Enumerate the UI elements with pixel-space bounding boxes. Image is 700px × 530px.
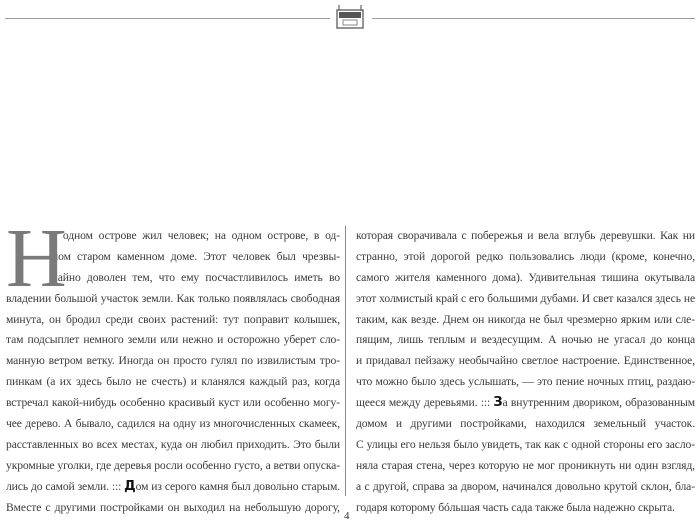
header-rule-left xyxy=(5,18,330,19)
text-fragment: ом из серого камня был довольно старым. xyxy=(135,479,341,493)
text-line: ном старом каменном доме. Этот человек был чрезвы- xyxy=(52,249,340,263)
text-line: домом и другими постройками, находился земельный участок. xyxy=(356,417,695,431)
text-line: чее дерево. А бывало, садился на одну из многочисленных скамеек, xyxy=(6,417,340,431)
text-line: и придавал пейзажу необычайно светлое настроение. Единственное, xyxy=(356,354,695,368)
text-line: расставленных во всех местах, куда он любил приходить. Это были xyxy=(6,437,340,451)
text-line xyxy=(6,477,340,498)
text-fragment: лись до самой земли. ::: xyxy=(6,479,125,493)
text-line: С улицы его нельзя было увидеть, так как с одной стороны его засло- xyxy=(356,437,695,451)
text-line: которая сворачивала с побережья и вела вглубь деревушки. Как ни xyxy=(356,229,695,242)
text-line: минута, он бродил среди своих растений: тут поправит колышек, xyxy=(6,312,340,326)
context-marker-cap: З xyxy=(493,395,503,411)
header-rule-right xyxy=(372,18,695,19)
text-line: владении большой участок земли. Как только появлялась свободная xyxy=(6,291,340,305)
left-text-column xyxy=(6,212,341,518)
text-line: укромные уголки, где деревья росли особенно густо, а ветви опуска- xyxy=(6,458,340,472)
text-line: что можно было здесь услышать, — это пение ночных птиц, раздаю- xyxy=(356,375,695,389)
text-fragment: а внутренним двориком, образованным xyxy=(502,396,695,410)
text-line: Вместе с другими постройками он выходил на небольшую дорогу, xyxy=(6,500,340,514)
text-line: годаря которому бóльшая часть сада также была надежно скрыта. xyxy=(356,500,675,514)
text-line: там подсыплет немного земли или нежно и осторожно уберет сло- xyxy=(6,333,340,347)
text-line: таким, как везде. Днем он никогда не был чрезмерно ярким или сле- xyxy=(356,312,695,326)
right-text-column xyxy=(356,226,695,518)
text-line: странно, этой дорогой редко пользовались люди (кроме, конечно, xyxy=(356,249,695,263)
text-line: а одном острове жил человек; на одном острове, в од- xyxy=(52,229,340,242)
text-line: а с другой, справа за двором, начинался довольно крутой склон, бла- xyxy=(356,479,695,493)
text-line: манную ветром ветку. Иногда он просто гулял по извилистым тро- xyxy=(6,354,340,368)
text-fragment: щееся между деревьями. ::: xyxy=(356,396,494,410)
text-line xyxy=(356,393,695,414)
text-line: встречал какой-нибудь особенно красивый куст или особенно могу- xyxy=(6,396,340,410)
context-marker-cap: Д xyxy=(124,478,136,494)
text-line: самого жителя каменного дома). Удивительная тишина окутывала xyxy=(356,270,695,284)
column-divider xyxy=(345,226,346,496)
text-line: пинкам (а их здесь было не счесть) и кланялся каждый раз, когда xyxy=(6,375,340,389)
text-line: няла старая стена, через которую не мог проникнуть ни один взгляд, xyxy=(356,458,695,472)
house-emblem-icon xyxy=(334,4,366,30)
text-line: этот холмистый край с его большими дубами. И свет казался здесь не xyxy=(356,291,695,305)
text-line: чайно доволен тем, что ему посчастливилось иметь во xyxy=(52,270,340,284)
drop-cap: Н xyxy=(6,212,67,305)
page-number: 4 xyxy=(344,510,350,522)
text-line: пящим, лишь теплым и вездесущим. А ночью не угасал до конца xyxy=(356,333,695,347)
